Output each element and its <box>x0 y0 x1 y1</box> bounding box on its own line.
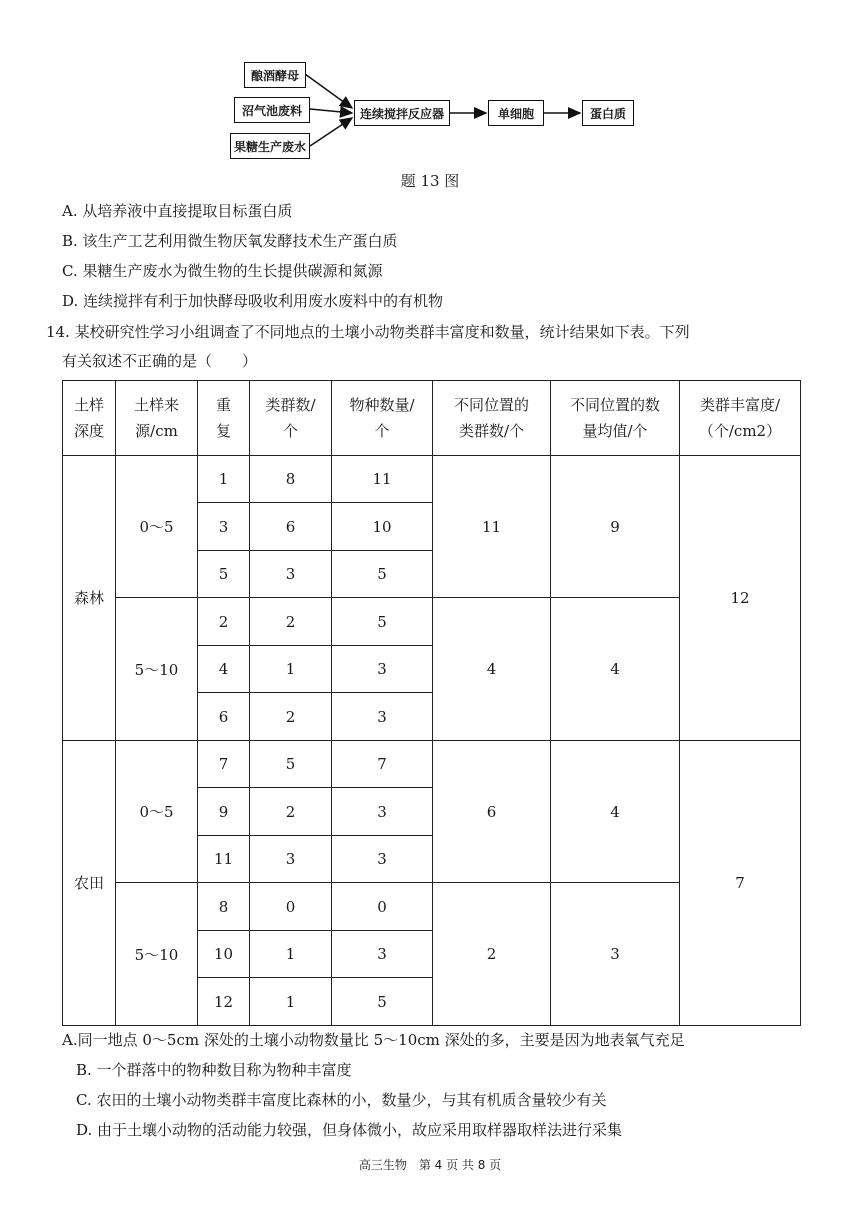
source-cell: 5～10 <box>116 598 198 741</box>
groups-cell: 1 <box>250 978 332 1026</box>
node-reactor: 连续搅拌反应器 <box>354 100 450 126</box>
species-cell: 5 <box>332 550 433 598</box>
header-richness: 类群丰富度/ （个/cm2） <box>680 381 801 456</box>
position-mean-cell: 4 <box>551 598 680 741</box>
q13-option-a: A. 从培养液中直接提取目标蛋白质 <box>62 202 293 220</box>
repeat-cell: 7 <box>198 740 250 788</box>
node-yeast: 酿酒酵母 <box>244 62 306 88</box>
header-repeat: 重 复 <box>198 381 250 456</box>
position-mean-cell: 9 <box>551 455 680 598</box>
header-depth: 土样 深度 <box>63 381 116 456</box>
q14-option-a: A.同一地点 0～5cm 深处的土壤小动物数量比 5～10cm 深处的多，主要是因为地表氧气充足 <box>62 1031 685 1049</box>
q13-option-c: C. 果糖生产废水为微生物的生长提供碳源和氮源 <box>62 262 383 280</box>
repeat-cell: 12 <box>198 978 250 1026</box>
species-cell: 7 <box>332 740 433 788</box>
repeat-cell: 6 <box>198 693 250 741</box>
figure-caption: 题 13 图 <box>400 172 460 190</box>
groups-cell: 3 <box>250 550 332 598</box>
arrow-biogas <box>310 109 352 113</box>
species-cell: 5 <box>332 978 433 1026</box>
q14-stem-line2: 有关叙述不正确的是（ ） <box>62 352 258 370</box>
q14-stem-line1: 14. 某校研究性学习小组调查了不同地点的土壤小动物类群丰富度和数量，统计结果如下表。下列 <box>46 323 690 341</box>
position-mean-cell: 4 <box>551 740 680 883</box>
richness-cell: 12 <box>680 455 801 740</box>
repeat-cell: 9 <box>198 788 250 836</box>
richness-cell: 7 <box>680 740 801 1025</box>
q14-option-b: B. 一个群落中的物种数目称为物种丰富度 <box>76 1061 352 1079</box>
repeat-cell: 2 <box>198 598 250 646</box>
groups-cell: 6 <box>250 503 332 551</box>
repeat-cell: 1 <box>198 455 250 503</box>
groups-cell: 8 <box>250 455 332 503</box>
species-cell: 3 <box>332 693 433 741</box>
source-cell: 0～5 <box>116 740 198 883</box>
position-mean-cell: 3 <box>551 883 680 1026</box>
node-protein: 蛋白质 <box>582 100 634 126</box>
repeat-cell: 8 <box>198 883 250 931</box>
groups-cell: 2 <box>250 788 332 836</box>
groups-cell: 2 <box>250 598 332 646</box>
header-position-groups: 不同位置的 类群数/个 <box>433 381 551 456</box>
node-fructose-wastewater: 果糖生产废水 <box>230 133 310 159</box>
groups-cell: 5 <box>250 740 332 788</box>
header-position-mean: 不同位置的数 量均值/个 <box>551 381 680 456</box>
site-cell: 森林 <box>63 455 116 740</box>
repeat-cell: 3 <box>198 503 250 551</box>
header-species-count: 物种数量/ 个 <box>332 381 433 456</box>
q13-option-d: D. 连续搅拌有利于加快酵母吸收利用废水废料中的有机物 <box>62 292 444 310</box>
flow-diagram <box>0 0 860 170</box>
groups-cell: 1 <box>250 645 332 693</box>
node-biogas-waste: 沼气池废料 <box>234 97 310 123</box>
repeat-cell: 5 <box>198 550 250 598</box>
groups-cell: 3 <box>250 835 332 883</box>
site-cell: 农田 <box>63 740 116 1025</box>
species-cell: 10 <box>332 503 433 551</box>
source-cell: 0～5 <box>116 455 198 598</box>
arrow-yeast <box>305 74 352 108</box>
groups-cell: 1 <box>250 930 332 978</box>
species-cell: 3 <box>332 645 433 693</box>
node-single-cell: 单细胞 <box>488 100 544 126</box>
source-cell: 5～10 <box>116 883 198 1026</box>
species-cell: 5 <box>332 598 433 646</box>
table-row <box>63 740 801 788</box>
table-header-row <box>63 381 801 456</box>
q14-option-d: D. 由于土壤小动物的活动能力较强，但身体微小，故应采用取样器取样法进行采集 <box>76 1121 623 1139</box>
soil-animal-table <box>62 380 801 1026</box>
species-cell: 3 <box>332 788 433 836</box>
species-cell: 3 <box>332 930 433 978</box>
species-cell: 11 <box>332 455 433 503</box>
header-groups: 类群数/ 个 <box>250 381 332 456</box>
repeat-cell: 10 <box>198 930 250 978</box>
arrow-wastewater <box>310 118 352 146</box>
position-groups-cell: 11 <box>433 455 551 598</box>
q14-option-c: C. 农田的土壤小动物类群丰富度比森林的小，数量少，与其有机质含量较少有关 <box>76 1091 607 1109</box>
flow-arrows <box>0 0 860 170</box>
repeat-cell: 4 <box>198 645 250 693</box>
groups-cell: 0 <box>250 883 332 931</box>
groups-cell: 2 <box>250 693 332 741</box>
table-row <box>63 455 801 503</box>
page-footer: 高三生物 第 4 页 共 8 页 <box>358 1158 502 1172</box>
species-cell: 3 <box>332 835 433 883</box>
position-groups-cell: 6 <box>433 740 551 883</box>
position-groups-cell: 4 <box>433 598 551 741</box>
position-groups-cell: 2 <box>433 883 551 1026</box>
q13-option-b: B. 该生产工艺利用微生物厌氧发酵技术生产蛋白质 <box>62 232 398 250</box>
species-cell: 0 <box>332 883 433 931</box>
repeat-cell: 11 <box>198 835 250 883</box>
header-source: 土样来 源/cm <box>116 381 198 456</box>
